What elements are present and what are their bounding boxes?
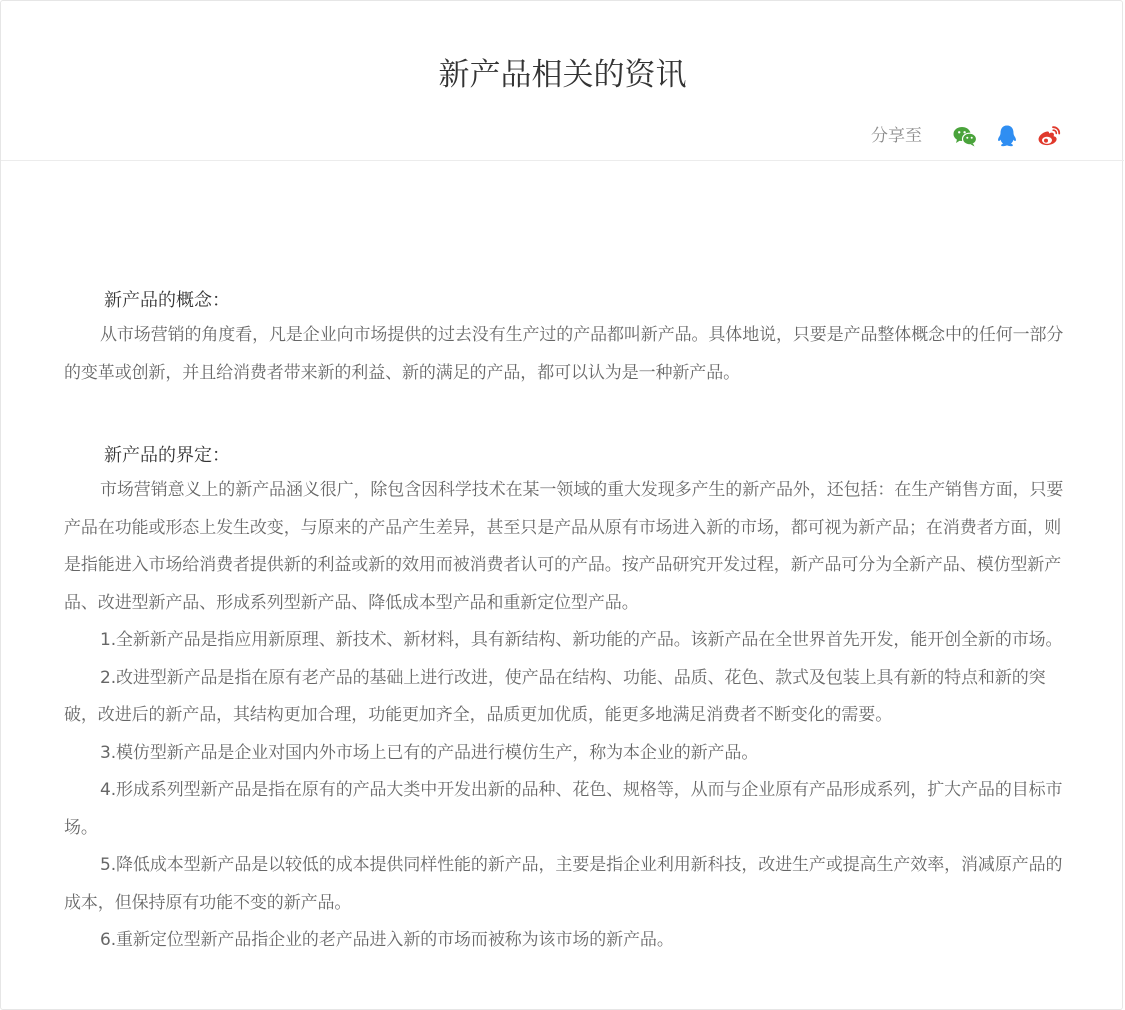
paragraph: 6.重新定位型新产品指企业的老产品进入新的市场而被称为该市场的新产品。 xyxy=(100,930,674,950)
share-bar xyxy=(871,123,1062,149)
paragraph: 市场营销意义上的新产品涵义很广，除包含因科学技术在某一领域的重大发现多产生的新产品外，还包括：在生产销售方面，只要产品在功能或形态上发生改变，与原来的产品产生差异，甚至只是产品从原有市场进入新的市场，都可视为新产品；在消费者方面，则是指能进入市场给消费者提供新的利益或新的效用而被消费者认可的产品。按产品研究开发过程，新产品可分为全新产品、模仿型新产品、改进型新产品、形成系列型新产品、降低成本型产品和重新定位型产品。 xyxy=(64,480,1064,613)
qq-icon[interactable] xyxy=(994,123,1020,149)
paragraph: 从市场营销的角度看，凡是企业向市场提供的过去没有生产过的产品都叫新产品。具体地说，只要是产品整体概念中的任何一部分的变革或创新，并且给消费者带来新的利益、新的满足的产品，都可以认为是一种新产品。 xyxy=(64,325,1064,383)
article-header xyxy=(1,1,1124,161)
article-title: 新产品相关的资讯 xyxy=(438,57,687,93)
section-heading-definition: 新产品的界定： xyxy=(104,445,230,466)
weibo-icon[interactable] xyxy=(1036,123,1062,149)
share-label: 分享至 xyxy=(871,126,922,146)
section-heading-concept: 新产品的概念： xyxy=(104,290,230,311)
paragraph: 3.模仿型新产品是企业对国内外市场上已有的产品进行模仿生产，称为本企业的新产品。 xyxy=(100,742,759,763)
paragraph: 1.全新新产品是指应用新原理、新技术、新材料，具有新结构、新功能的产品。该新产品在全世界首先开发，能开创全新的市场。 xyxy=(100,630,1063,650)
paragraph: 5.降低成本型新产品是以较低的成本提供同样性能的新产品，主要是指企业利用新科技，改进生产或提高生产效率，消减原产品的成本，但保持原有功能不变的新产品。 xyxy=(64,855,1063,913)
paragraph: 2.改进型新产品是指在原有老产品的基础上进行改进，使产品在结构、功能、品质、花色、款式及包装上具有新的特点和新的突破，改进后的新产品，其结构更加合理，功能更加齐全，品质更加优质，能更多地满足消费者不断变化的需要。 xyxy=(64,667,1046,725)
spacer xyxy=(64,392,1064,434)
article-body xyxy=(64,279,1064,960)
wechat-icon[interactable] xyxy=(952,123,978,149)
paragraph: 4.形成系列型新产品是指在原有的产品大类中开发出新的品种、花色、规格等，从而与企业原有产品形成系列，扩大产品的目标市场。 xyxy=(64,780,1063,838)
